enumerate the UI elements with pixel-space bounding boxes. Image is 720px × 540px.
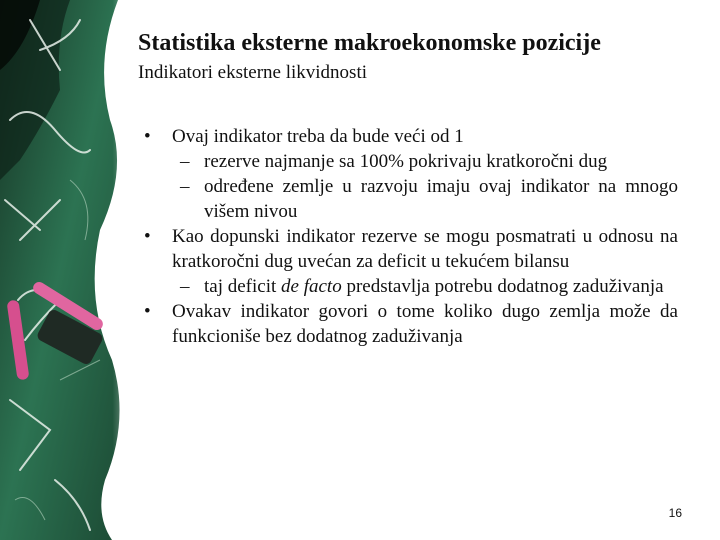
bullet-dot-icon: • [144,301,151,322]
bullet-text: Ovakav indikator govori o tome koliko dugo zemlja može da funkcioniše bez dodatnog zaduživanja [172,301,678,347]
slide-subtitle: Indikatori eksterne likvidnosti [138,62,368,83]
bullet-item [138,299,678,349]
sub-bullet-text: rezerve najmanje sa 100% pokrivaju kratkoročni dug [204,151,608,172]
sub-bullet-item [138,174,678,224]
sub-bullet-text-before: taj deficit [204,276,282,297]
sub-bullet-text-after: predstavlja potrebu dodatnog zaduživanja [341,276,664,297]
bullet-dot-icon: • [144,226,151,247]
dash-icon: – [180,276,190,297]
dash-icon: – [180,176,190,197]
chalkboard-decoration-image [0,0,150,540]
sub-bullet-italic-term: de facto [281,276,342,297]
bullet-dot-icon: • [144,126,151,147]
bullet-list [138,124,678,349]
sub-bullet-item [138,274,678,299]
sub-bullet-item [138,149,678,174]
dash-icon: – [180,151,190,172]
bullet-item [138,224,678,274]
bullet-text: Kao dopunski indikator rezerve se mogu posmatrati u odnosu na kratkoročni dug uvećan za deficit u tekućem bilansu [172,226,678,272]
page-number: 16 [668,506,682,520]
bullet-text: Ovaj indikator treba da bude veći od 1 [172,126,464,147]
slide-title: Statistika eksterne makroekonomske pozicije [138,30,601,56]
slide-header [138,28,686,86]
bullet-item [138,124,678,149]
sub-bullet-text: određene zemlje u razvoju imaju ovaj indikator na mnogo višem nivou [204,176,678,222]
